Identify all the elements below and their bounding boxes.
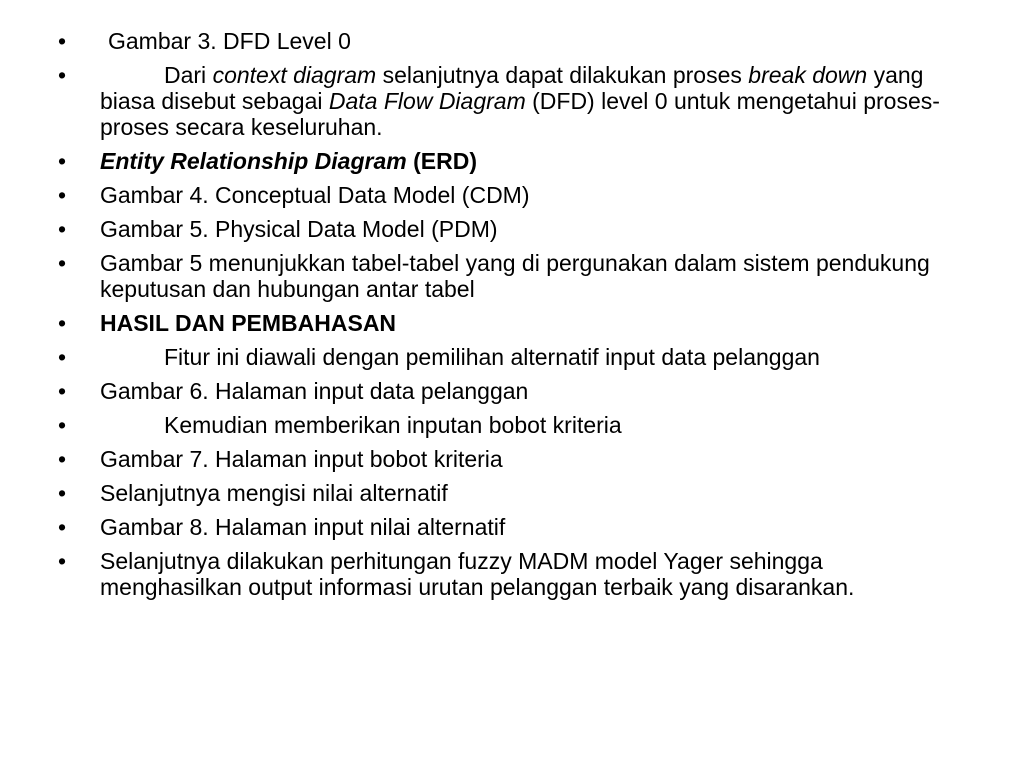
bullet-item xyxy=(58,148,968,174)
bullet-item xyxy=(58,62,968,140)
bullet-item xyxy=(58,446,968,472)
bullet-dot: • xyxy=(58,480,67,506)
bullet-dot: • xyxy=(58,344,67,370)
bullet-dot: • xyxy=(58,446,67,472)
bullet-item xyxy=(58,412,968,438)
bullet-text: HASIL DAN PEMBAHASAN xyxy=(100,310,397,336)
bullet-item xyxy=(58,480,968,506)
bullet-text: (DFD) level 0 untuk mengetahui proses-proses secara keseluruhan. xyxy=(100,88,940,140)
bullet-text: Kemudian memberikan inputan bobot kriteria xyxy=(164,412,622,438)
bullet-dot: • xyxy=(58,216,67,242)
bullet-text: Selanjutnya dilakukan perhitungan fuzzy MADM model Yager sehingga menghasilkan output informasi urutan pelanggan terbaik yang disarankan. xyxy=(100,548,855,600)
bullet-item xyxy=(58,250,968,302)
bullet-item xyxy=(58,310,968,336)
bullet-item xyxy=(58,28,968,54)
bullet-text: Selanjutnya mengisi nilai alternatif xyxy=(100,480,448,506)
bullet-dot: • xyxy=(58,548,67,574)
bullet-text: Gambar 4. Conceptual Data Model (CDM) xyxy=(100,182,530,208)
bullet-text: break down xyxy=(748,62,868,88)
bullet-text: (ERD) xyxy=(406,148,477,174)
bullet-item xyxy=(58,216,968,242)
bullet-text: Data Flow Diagram xyxy=(328,88,526,114)
bullet-dot: • xyxy=(58,310,67,336)
bullet-dot: • xyxy=(58,378,67,404)
bullet-item xyxy=(58,344,968,370)
bullet-dot: • xyxy=(58,148,67,174)
bullet-text: Gambar 3. DFD Level 0 xyxy=(108,28,351,54)
bullet-text: Fitur ini diawali dengan pemilihan alternatif input data pelanggan xyxy=(164,344,820,370)
bullet-text: Gambar 7. Halaman input bobot kriteria xyxy=(100,446,503,472)
bullet-dot: • xyxy=(58,62,67,88)
bullet-item xyxy=(58,548,968,600)
bullet-text: Gambar 6. Halaman input data pelanggan xyxy=(100,378,529,404)
bullet-dot: • xyxy=(58,250,67,276)
bullet-item xyxy=(58,182,968,208)
bullet-text: Entity Relationship Diagram xyxy=(100,148,407,174)
bullet-text: selanjutnya dapat dilakukan proses xyxy=(376,62,749,88)
bullet-text: Gambar 5. Physical Data Model (PDM) xyxy=(100,216,498,242)
bullet-list xyxy=(58,28,968,608)
bullet-item xyxy=(58,378,968,404)
bullet-dot: • xyxy=(58,412,67,438)
bullet-dot: • xyxy=(58,514,67,540)
bullet-text: context diagram xyxy=(212,62,377,88)
bullet-text: Gambar 5 menunjukkan tabel-tabel yang di pergunakan dalam sistem pendukung keputusan dan hubungan antar tabel xyxy=(100,250,930,302)
bullet-text: Gambar 8. Halaman input nilai alternatif xyxy=(100,514,506,540)
bullet-text: yang biasa disebut sebagai xyxy=(100,62,924,114)
bullet-dot: • xyxy=(58,182,67,208)
bullet-dot: • xyxy=(58,28,67,54)
bullet-item xyxy=(58,514,968,540)
bullet-text: Dari xyxy=(164,62,213,88)
